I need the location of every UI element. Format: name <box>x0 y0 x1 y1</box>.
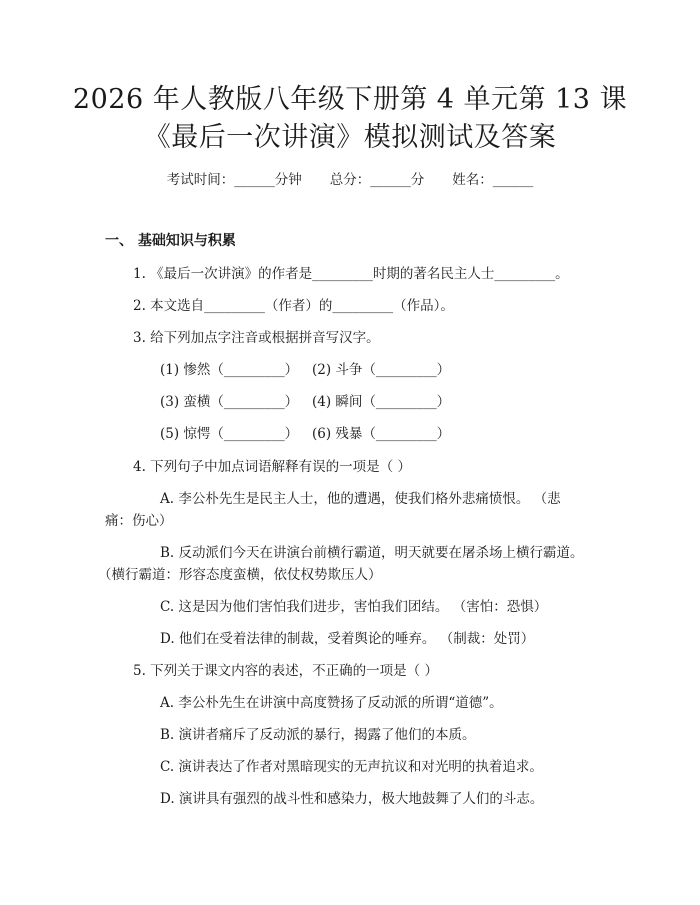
q3-item-6: (6) 残暴（_________） <box>312 426 451 442</box>
q4-option-a: A. 李公朴先生是民主人士，他的遭遇，使我们格外悲痛愤恨。 （悲 <box>160 491 561 507</box>
q4-option-b-cont: （横行霸道：形容态度蛮横，依仗权势欺压人） <box>98 567 382 583</box>
exam-name: 姓名：______ <box>452 172 534 188</box>
q4-option-b: B. 反动派们今天在讲演台前横行霸道，明天就要在屠杀场上横行霸道。 <box>160 545 584 561</box>
q4-option-d: D. 他们在受着法律的制裁，受着舆论的唾弃。 （制裁：处罚） <box>160 631 535 647</box>
question-1: 1. 《最后一次讲演》的作者是_________时期的著名民主人士_________。 <box>133 266 569 282</box>
question-5: 5. 下列关于课文内容的表述，不正确的一项是（ ） <box>133 663 438 679</box>
q3-item-2: (2) 斗争（_________） <box>312 362 451 378</box>
q3-item-3: (3) 蛮横（_________） <box>160 394 299 410</box>
exam-time: 考试时间：______分钟 <box>166 172 302 188</box>
question-2: 2. 本文选自_________（作者）的_________（作品）。 <box>133 298 454 314</box>
q5-option-c: C. 演讲表达了作者对黑暗现实的无声抗议和对光明的执着追求。 <box>160 759 543 775</box>
q5-option-a: A. 李公朴先生在讲演中高度赞扬了反动派的所谓“道德”。 <box>160 695 503 711</box>
section-title: 一、 基础知识与积累 <box>105 233 236 249</box>
document-title-line1: 2026 年人教版八年级下册第 4 单元第 13 课 <box>72 84 628 115</box>
question-3: 3. 给下列加点字注音或根据拼音写汉字。 <box>133 330 380 346</box>
exam-score: 总分：______分 <box>329 172 425 188</box>
q5-option-d: D. 演讲具有强烈的战斗性和感染力，极大地鼓舞了人们的斗志。 <box>160 791 544 807</box>
q3-item-4: (4) 瞬间（_________） <box>312 394 451 410</box>
q4-option-a-cont: 痛：伤心） <box>105 513 173 529</box>
q3-item-5: (5) 惊愕（_________） <box>160 426 299 442</box>
q4-option-c: C. 这是因为他们害怕我们进步，害怕我们团结。 （害怕：恐惧） <box>160 599 548 615</box>
document-title-line2: 《最后一次讲演》模拟测试及答案 <box>143 122 557 153</box>
q3-item-1: (1) 惨然（_________） <box>160 362 299 378</box>
question-4: 4. 下列句子中加点词语解释有误的一项是（ ） <box>133 459 411 475</box>
q5-option-b: B. 演讲者痛斥了反动派的暴行，揭露了他们的本质。 <box>160 727 476 743</box>
exam-info <box>0 168 700 188</box>
